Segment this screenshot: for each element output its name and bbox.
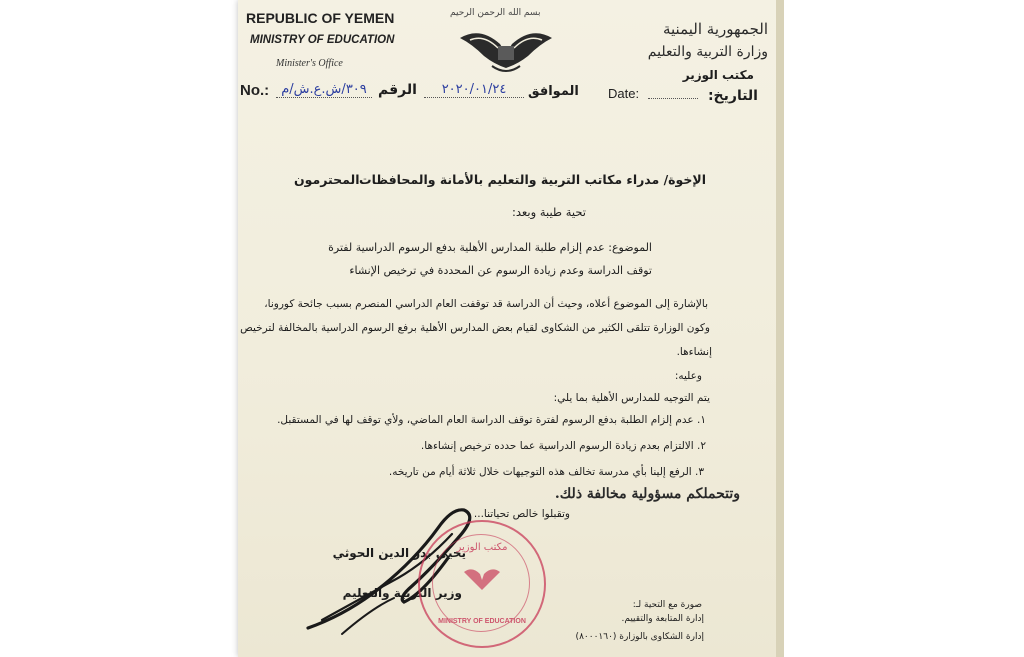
- addressee-honorific: المحترمون: [294, 172, 360, 187]
- hijri-date: ٢٠٢٠/٠١/٢٤: [424, 82, 524, 98]
- date-field-line: [648, 98, 698, 99]
- greeting: تحية طيبة وبعد:: [511, 205, 586, 219]
- basmala: بسم الله الرحمن الرحيم: [450, 8, 541, 18]
- copies-item-2: إدارة الشكاوى بالوزارة (٨٠٠٠١٦٠): [575, 632, 704, 642]
- date-label: Date:: [608, 86, 640, 101]
- stamp-arabic-text: مكتب الوزير: [456, 542, 508, 553]
- letterhead-ar-ministry: وزارة التربية والتعليم: [647, 44, 768, 60]
- subject-line-2: توقف الدراسة وعدم زيادة الرسوم عن المحددة في ترخيص الإنشاء: [349, 264, 652, 277]
- closing: وتقبلوا خالص تحياتنا...: [473, 508, 570, 520]
- letterhead-ar-country: الجمهورية اليمنية: [662, 20, 768, 38]
- letterhead-ar-office: مكتب الوزير: [682, 68, 754, 82]
- addressee-line: الإخوة/ مدراء مكاتب التربية والتعليم بالأمانة والمحافظات: [359, 172, 706, 187]
- directive-1: ١. عدم إلزام الطلبة بدفع الرسوم لفترة توقف الدراسة العام الماضي، ولأي توقف لها في المستقبل.: [277, 414, 706, 426]
- directive-2: ٢. الالتزام بعدم زيادة الرسوم الدراسية عما حدده ترخيص إنشاءها.: [420, 440, 706, 452]
- letterhead-office: Minister's Office: [276, 58, 343, 69]
- body-line-2: وكون الوزارة تتلقى الكثير من الشكاوى لقيام بعض المدارس الأهلية برفع الرسوم الدراسية بالمخالفة لترخيص: [240, 322, 710, 334]
- official-stamp: [418, 520, 546, 648]
- directive-intro: يتم التوجيه للمدارس الأهلية بما يلي:: [553, 392, 710, 404]
- body-line-3: إنشاءها.: [676, 346, 712, 358]
- handwritten-note: وتتحملكم مسؤولية مخالفة ذلك.: [554, 486, 740, 502]
- reference-number: ٣٠٩/ش.ع.ش/م: [276, 82, 372, 98]
- letterhead-country: REPUBLIC OF YEMEN: [246, 10, 395, 26]
- copies-item-1: إدارة المتابعة والتقييم.: [621, 614, 704, 624]
- subject-line-1: الموضوع: عدم إلزام طلبة المدارس الأهلية بدفع الرسوم الدراسية لفترة: [328, 241, 652, 254]
- ref-label: الرقم: [378, 82, 417, 98]
- muwafiq-label: الموافق: [528, 84, 579, 99]
- no-label: No.:: [240, 82, 270, 99]
- signatory-title: وزير التربية والتعليم: [342, 586, 462, 600]
- letterhead-ministry: MINISTRY OF EDUCATION: [250, 34, 395, 46]
- eagle-emblem-icon: [454, 24, 558, 76]
- wa-alayhi: وعليه:: [674, 370, 702, 382]
- stamp-english-text: MINISTRY OF EDUCATION: [438, 618, 526, 625]
- body-line-1: بالإشارة إلى الموضوع أعلاه، وحيث أن الدراسة قد توقفت العام الدراسي المنصرم بسبب جائحة كورونا،: [264, 298, 708, 310]
- tarikh-label: التاريخ:: [707, 88, 758, 104]
- paper-edge: [776, 0, 784, 657]
- signatory-name: يحيى بدر الدين الحوثي: [332, 546, 466, 560]
- stamp-eagle-icon: [462, 564, 502, 596]
- copies-heading: صورة مع التحية لـ:: [632, 600, 702, 610]
- directive-3: ٣. الرفع إلينا بأي مدرسة تخالف هذه التوجيهات خلال ثلاثة أيام من تاريخه.: [388, 466, 704, 478]
